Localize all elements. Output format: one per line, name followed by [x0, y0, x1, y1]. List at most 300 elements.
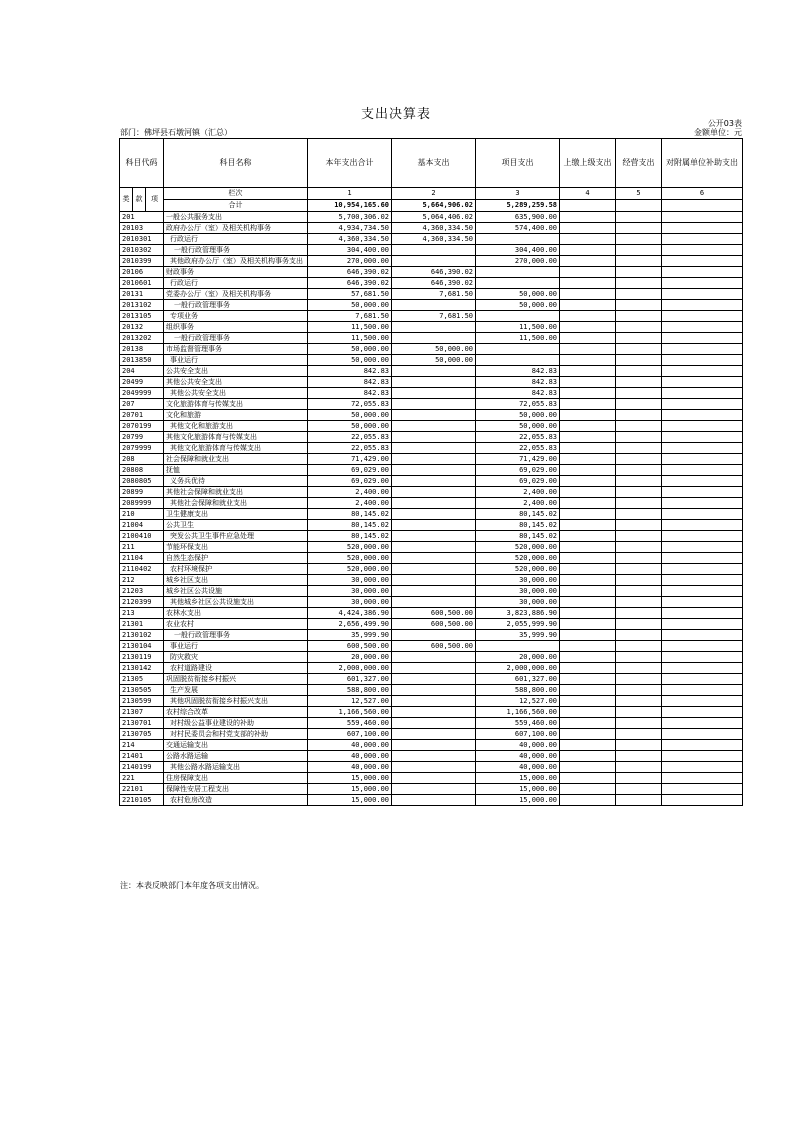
row-project: 40,000.00 — [476, 762, 560, 773]
row-name: 对村级公益事业建设的补助 — [164, 718, 308, 729]
row-business — [616, 476, 662, 487]
row-total: 50,000.00 — [308, 300, 392, 311]
row-upper-subsidy — [560, 256, 616, 267]
row-upper-subsidy — [560, 454, 616, 465]
row-code: 214 — [120, 740, 164, 751]
row-upper-subsidy — [560, 322, 616, 333]
row-name: 一般行政管理事务 — [164, 333, 308, 344]
row-upper-subsidy — [560, 278, 616, 289]
row-name: 其他公路水路运输支出 — [164, 762, 308, 773]
table-row — [120, 388, 743, 399]
row-upper-subsidy — [560, 740, 616, 751]
header-class: 类 — [120, 188, 133, 212]
row-project: 2,400.00 — [476, 487, 560, 498]
row-upper-subsidy — [560, 410, 616, 421]
row-affiliated-subsidy — [662, 267, 743, 278]
row-project — [476, 267, 560, 278]
row-name: 生产发展 — [164, 685, 308, 696]
row-name: 城乡社区支出 — [164, 575, 308, 586]
row-business — [616, 619, 662, 630]
row-project: 50,000.00 — [476, 300, 560, 311]
row-basic — [392, 410, 476, 421]
row-upper-subsidy — [560, 344, 616, 355]
table-row — [120, 575, 743, 586]
table-row — [120, 333, 743, 344]
row-business — [616, 388, 662, 399]
row-project: 588,800.00 — [476, 685, 560, 696]
row-total: 304,400.00 — [308, 245, 392, 256]
row-business — [616, 300, 662, 311]
table-row — [120, 751, 743, 762]
row-basic — [392, 256, 476, 267]
table-row — [120, 773, 743, 784]
row-total: 4,934,734.50 — [308, 223, 392, 234]
row-total: 4,360,334.50 — [308, 234, 392, 245]
row-business — [616, 564, 662, 575]
row-name: 其他城乡社区公共设施支出 — [164, 597, 308, 608]
row-affiliated-subsidy — [662, 256, 743, 267]
form-number: 公开03表 — [707, 119, 742, 128]
row-upper-subsidy — [560, 399, 616, 410]
row-total: 588,800.00 — [308, 685, 392, 696]
row-basic — [392, 454, 476, 465]
row-project: 50,000.00 — [476, 289, 560, 300]
col-number: 4 — [560, 188, 616, 200]
row-business — [616, 542, 662, 553]
row-affiliated-subsidy — [662, 300, 743, 311]
row-project: 80,145.02 — [476, 531, 560, 542]
row-code: 21104 — [120, 553, 164, 564]
row-affiliated-subsidy — [662, 388, 743, 399]
row-affiliated-subsidy — [662, 432, 743, 443]
row-affiliated-subsidy — [662, 575, 743, 586]
row-name: 一般公共服务支出 — [164, 212, 308, 223]
row-business — [616, 410, 662, 421]
row-name: 其他政府办公厅（室）及相关机构事务支出 — [164, 256, 308, 267]
table-row — [120, 311, 743, 322]
row-basic — [392, 421, 476, 432]
row-code: 208 — [120, 454, 164, 465]
table-row — [120, 674, 743, 685]
row-total: 646,390.02 — [308, 267, 392, 278]
header-total: 本年支出合计 — [308, 139, 392, 188]
row-code: 2130142 — [120, 663, 164, 674]
row-upper-subsidy — [560, 223, 616, 234]
row-basic — [392, 663, 476, 674]
row-business — [616, 432, 662, 443]
row-code: 20799 — [120, 432, 164, 443]
row-code: 2140199 — [120, 762, 164, 773]
row-code: 2013850 — [120, 355, 164, 366]
row-name: 农林水支出 — [164, 608, 308, 619]
table-row — [120, 421, 743, 432]
row-code: 213 — [120, 608, 164, 619]
row-name: 其他巩固脱贫衔接乡村振兴支出 — [164, 696, 308, 707]
row-code: 20138 — [120, 344, 164, 355]
row-basic — [392, 487, 476, 498]
row-name: 突发公共卫生事件应急处理 — [164, 531, 308, 542]
row-affiliated-subsidy — [662, 751, 743, 762]
row-project: 40,000.00 — [476, 740, 560, 751]
row-total: 270,000.00 — [308, 256, 392, 267]
row-basic — [392, 300, 476, 311]
row-project: 559,460.00 — [476, 718, 560, 729]
row-code: 20808 — [120, 465, 164, 476]
row-upper-subsidy — [560, 751, 616, 762]
row-project: 520,000.00 — [476, 564, 560, 575]
row-business — [616, 465, 662, 476]
row-total: 2,400.00 — [308, 487, 392, 498]
row-basic: 7,681.50 — [392, 311, 476, 322]
row-affiliated-subsidy — [662, 586, 743, 597]
row-project: 11,500.00 — [476, 333, 560, 344]
row-upper-subsidy — [560, 476, 616, 487]
row-basic — [392, 531, 476, 542]
row-upper-subsidy — [560, 762, 616, 773]
row-name: 其他文化和旅游支出 — [164, 421, 308, 432]
row-project — [476, 641, 560, 652]
row-name: 防灾救灾 — [164, 652, 308, 663]
row-name: 节能环保支出 — [164, 542, 308, 553]
row-code: 21305 — [120, 674, 164, 685]
row-basic — [392, 784, 476, 795]
row-basic: 50,000.00 — [392, 355, 476, 366]
row-code: 21004 — [120, 520, 164, 531]
row-upper-subsidy — [560, 553, 616, 564]
row-project: 30,000.00 — [476, 586, 560, 597]
row-basic — [392, 553, 476, 564]
row-basic — [392, 795, 476, 806]
row-project: 15,000.00 — [476, 784, 560, 795]
table-row — [120, 685, 743, 696]
row-project: 22,055.83 — [476, 432, 560, 443]
row-affiliated-subsidy — [662, 520, 743, 531]
row-upper-subsidy — [560, 597, 616, 608]
table-row — [120, 322, 743, 333]
row-project: 40,000.00 — [476, 751, 560, 762]
row-affiliated-subsidy — [662, 729, 743, 740]
row-affiliated-subsidy — [662, 311, 743, 322]
unit-label: 金额单位：元 — [694, 128, 742, 137]
row-project: 15,000.00 — [476, 795, 560, 806]
table-row — [120, 245, 743, 256]
row-total: 607,100.00 — [308, 729, 392, 740]
row-project — [476, 234, 560, 245]
row-project: 72,055.83 — [476, 399, 560, 410]
row-affiliated-subsidy — [662, 355, 743, 366]
row-basic: 600,500.00 — [392, 641, 476, 652]
table-row — [120, 212, 743, 223]
row-project — [476, 278, 560, 289]
row-code: 201 — [120, 212, 164, 223]
row-total: 15,000.00 — [308, 773, 392, 784]
row-affiliated-subsidy — [662, 762, 743, 773]
row-total: 57,681.50 — [308, 289, 392, 300]
row-total: 2,656,499.90 — [308, 619, 392, 630]
row-business — [616, 685, 662, 696]
row-project: 50,000.00 — [476, 421, 560, 432]
row-business — [616, 740, 662, 751]
row-basic — [392, 388, 476, 399]
row-name: 其他文化旅游体育与传媒支出 — [164, 432, 308, 443]
table-row — [120, 509, 743, 520]
row-project: 50,000.00 — [476, 410, 560, 421]
row-code: 2070199 — [120, 421, 164, 432]
row-total: 40,000.00 — [308, 751, 392, 762]
col-number: 1 — [308, 188, 392, 200]
row-total: 11,500.00 — [308, 333, 392, 344]
table-row — [120, 795, 743, 806]
table-row — [120, 520, 743, 531]
row-upper-subsidy — [560, 267, 616, 278]
row-affiliated-subsidy — [662, 718, 743, 729]
row-business — [616, 443, 662, 454]
row-name: 一般行政管理事务 — [164, 630, 308, 641]
row-affiliated-subsidy — [662, 443, 743, 454]
row-upper-subsidy — [560, 289, 616, 300]
table-row — [120, 465, 743, 476]
row-affiliated-subsidy — [662, 333, 743, 344]
row-affiliated-subsidy — [662, 619, 743, 630]
row-upper-subsidy — [560, 542, 616, 553]
row-code: 20132 — [120, 322, 164, 333]
row-upper-subsidy — [560, 619, 616, 630]
row-affiliated-subsidy — [662, 212, 743, 223]
row-code: 20499 — [120, 377, 164, 388]
row-project — [476, 355, 560, 366]
row-code: 211 — [120, 542, 164, 553]
row-total: 15,000.00 — [308, 784, 392, 795]
table-row — [120, 652, 743, 663]
row-code: 2100410 — [120, 531, 164, 542]
row-basic — [392, 322, 476, 333]
row-total: 71,429.00 — [308, 454, 392, 465]
row-affiliated-subsidy — [662, 223, 743, 234]
row-name: 巩固脱贫衔接乡村振兴 — [164, 674, 308, 685]
row-business — [616, 586, 662, 597]
expenditure-table — [119, 138, 743, 806]
row-affiliated-subsidy — [662, 421, 743, 432]
row-project: 80,145.02 — [476, 509, 560, 520]
header-item: 项 — [146, 188, 164, 212]
row-basic — [392, 564, 476, 575]
row-total: 520,000.00 — [308, 542, 392, 553]
table-row — [120, 256, 743, 267]
row-basic: 4,360,334.50 — [392, 223, 476, 234]
row-project: 1,166,560.00 — [476, 707, 560, 718]
row-affiliated-subsidy — [662, 740, 743, 751]
row-affiliated-subsidy — [662, 564, 743, 575]
row-total: 646,390.02 — [308, 278, 392, 289]
row-affiliated-subsidy — [662, 487, 743, 498]
row-business — [616, 377, 662, 388]
row-total: 40,000.00 — [308, 740, 392, 751]
row-code: 20701 — [120, 410, 164, 421]
row-project: 2,055,999.90 — [476, 619, 560, 630]
header-kuan: 款 — [133, 188, 146, 212]
row-name: 其他公共安全支出 — [164, 388, 308, 399]
row-total: 72,055.83 — [308, 399, 392, 410]
row-business — [616, 322, 662, 333]
row-upper-subsidy — [560, 531, 616, 542]
row-total: 80,145.02 — [308, 509, 392, 520]
row-basic: 4,360,334.50 — [392, 234, 476, 245]
row-upper-subsidy — [560, 696, 616, 707]
row-business — [616, 311, 662, 322]
row-total: 12,527.00 — [308, 696, 392, 707]
table-row — [120, 454, 743, 465]
row-affiliated-subsidy — [662, 344, 743, 355]
row-name: 农村危房改造 — [164, 795, 308, 806]
row-business — [616, 707, 662, 718]
table-row — [120, 278, 743, 289]
table-row — [120, 432, 743, 443]
table-row — [120, 300, 743, 311]
row-affiliated-subsidy — [662, 410, 743, 421]
row-upper-subsidy — [560, 718, 616, 729]
row-total: 11,500.00 — [308, 322, 392, 333]
row-basic: 600,500.00 — [392, 619, 476, 630]
row-name: 保障性安居工程支出 — [164, 784, 308, 795]
row-name: 城乡社区公共设施 — [164, 586, 308, 597]
row-name: 卫生健康支出 — [164, 509, 308, 520]
row-total: 50,000.00 — [308, 410, 392, 421]
row-total: 2,000,000.00 — [308, 663, 392, 674]
row-upper-subsidy — [560, 729, 616, 740]
row-upper-subsidy — [560, 498, 616, 509]
row-total: 2,400.00 — [308, 498, 392, 509]
col-number: 5 — [616, 188, 662, 200]
row-basic — [392, 498, 476, 509]
row-upper-subsidy — [560, 355, 616, 366]
row-name: 政府办公厅（室）及相关机构事务 — [164, 223, 308, 234]
row-code: 20103 — [120, 223, 164, 234]
row-business — [616, 674, 662, 685]
total-affiliated-subsidy — [662, 200, 743, 212]
row-total: 842.83 — [308, 377, 392, 388]
row-project: 80,145.02 — [476, 520, 560, 531]
row-name: 文化旅游体育与传媒支出 — [164, 399, 308, 410]
row-affiliated-subsidy — [662, 707, 743, 718]
row-business — [616, 454, 662, 465]
total-basic: 5,664,906.02 — [392, 200, 476, 212]
row-code: 2210105 — [120, 795, 164, 806]
row-upper-subsidy — [560, 234, 616, 245]
row-name: 其他社会保障和就业支出 — [164, 487, 308, 498]
row-upper-subsidy — [560, 443, 616, 454]
table-row — [120, 553, 743, 564]
row-project: 35,999.90 — [476, 630, 560, 641]
row-code: 2130505 — [120, 685, 164, 696]
row-business — [616, 751, 662, 762]
row-project: 2,400.00 — [476, 498, 560, 509]
row-project: 304,400.00 — [476, 245, 560, 256]
row-business — [616, 399, 662, 410]
row-basic — [392, 366, 476, 377]
row-upper-subsidy — [560, 487, 616, 498]
row-code: 20899 — [120, 487, 164, 498]
row-total: 30,000.00 — [308, 586, 392, 597]
row-name: 文化和旅游 — [164, 410, 308, 421]
row-project: 71,429.00 — [476, 454, 560, 465]
row-affiliated-subsidy — [662, 663, 743, 674]
row-business — [616, 784, 662, 795]
row-code: 2120399 — [120, 597, 164, 608]
row-affiliated-subsidy — [662, 509, 743, 520]
row-affiliated-subsidy — [662, 553, 743, 564]
row-affiliated-subsidy — [662, 377, 743, 388]
row-affiliated-subsidy — [662, 476, 743, 487]
table-row — [120, 641, 743, 652]
row-project: 22,055.83 — [476, 443, 560, 454]
table-row — [120, 619, 743, 630]
table-row — [120, 498, 743, 509]
row-business — [616, 531, 662, 542]
row-project: 842.83 — [476, 377, 560, 388]
col-number: 2 — [392, 188, 476, 200]
header-code: 科目代码 — [120, 139, 164, 188]
row-basic — [392, 586, 476, 597]
row-affiliated-subsidy — [662, 322, 743, 333]
row-code: 21301 — [120, 619, 164, 630]
table-row — [120, 234, 743, 245]
row-basic: 600,500.00 — [392, 608, 476, 619]
row-upper-subsidy — [560, 707, 616, 718]
row-basic — [392, 377, 476, 388]
row-project: 520,000.00 — [476, 553, 560, 564]
row-project: 30,000.00 — [476, 597, 560, 608]
row-total: 842.83 — [308, 388, 392, 399]
row-code: 2130705 — [120, 729, 164, 740]
row-upper-subsidy — [560, 575, 616, 586]
row-upper-subsidy — [560, 245, 616, 256]
row-upper-subsidy — [560, 685, 616, 696]
row-affiliated-subsidy — [662, 652, 743, 663]
row-basic — [392, 245, 476, 256]
row-business — [616, 366, 662, 377]
row-basic — [392, 399, 476, 410]
row-name: 公路水路运输 — [164, 751, 308, 762]
table-row — [120, 718, 743, 729]
header-affiliated-subsidy: 对附属单位补助支出 — [662, 139, 743, 188]
row-total: 600,500.00 — [308, 641, 392, 652]
row-business — [616, 509, 662, 520]
row-project: 30,000.00 — [476, 575, 560, 586]
table-row — [120, 586, 743, 597]
row-name: 其他文化旅游体育与传媒支出 — [164, 443, 308, 454]
table-row — [120, 223, 743, 234]
table-row — [120, 597, 743, 608]
row-upper-subsidy — [560, 663, 616, 674]
row-business — [616, 630, 662, 641]
row-business — [616, 520, 662, 531]
row-code: 21401 — [120, 751, 164, 762]
row-code: 2010601 — [120, 278, 164, 289]
table-row — [120, 531, 743, 542]
row-basic — [392, 333, 476, 344]
row-upper-subsidy — [560, 421, 616, 432]
row-total: 69,029.00 — [308, 476, 392, 487]
row-upper-subsidy — [560, 773, 616, 784]
department-label: 部门：佛坪县石墩河镇（汇总） — [120, 128, 232, 137]
table-row — [120, 355, 743, 366]
row-upper-subsidy — [560, 432, 616, 443]
row-code: 210 — [120, 509, 164, 520]
row-upper-subsidy — [560, 564, 616, 575]
row-upper-subsidy — [560, 630, 616, 641]
row-code: 207 — [120, 399, 164, 410]
row-upper-subsidy — [560, 366, 616, 377]
